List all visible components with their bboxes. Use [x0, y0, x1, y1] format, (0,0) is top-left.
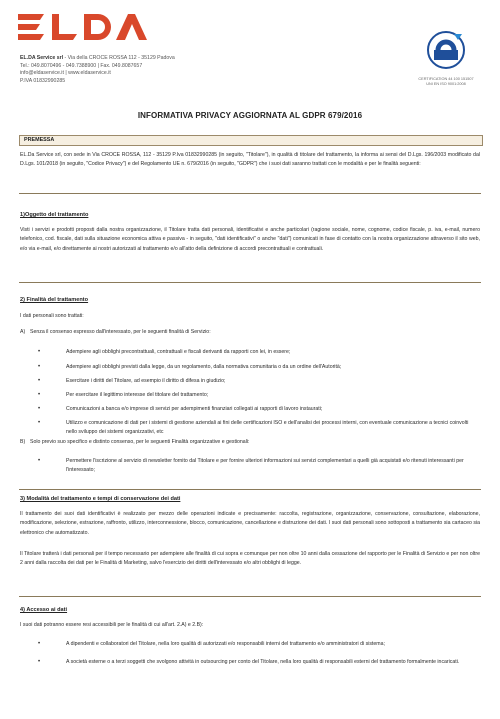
section-4-intro: I suoi dati potranno essere resi accessibili per le finalità di cui all'art. 2.A) e 2.B):: [20, 622, 204, 628]
section-3-heading: 3) Modalità del trattamento e tempi di conservazione dei dati: [20, 496, 181, 502]
list-item: [38, 457, 480, 476]
list-item: [38, 419, 480, 438]
divider: [19, 193, 481, 194]
list-item: [38, 377, 480, 386]
list-a-text: Senza il consenso espresso dall'interessato, per le seguenti finalità di Servizio:: [30, 329, 211, 335]
certification-seal-icon: [424, 28, 468, 72]
bullet-icon: •: [38, 406, 41, 412]
divider: [19, 596, 481, 597]
company-piva: P.IVA 01832990285: [20, 77, 66, 84]
list-item: [38, 391, 480, 400]
list-item-text: Per esercitare il legittimo interesse del titolare del trattamento;: [66, 392, 209, 398]
cert-line-1: CERTIFICATION 44 100 151507: [418, 77, 474, 81]
company-web: info@eldaservice.it | www.eldaservice.it: [20, 70, 111, 77]
list-item: [38, 658, 480, 667]
certification-block: [418, 28, 474, 87]
company-address: - Via della CROCE ROSSA 112 - 35129 Padova: [63, 55, 175, 61]
bullet-icon: •: [38, 349, 41, 355]
section-2-heading: 2) Finalità del trattamento: [20, 297, 89, 303]
list-item-text: Comunicazioni a banca e/o imprese di servizi per adempimenti finanziari collegati ai rapporti di lavoro instaurati;: [66, 406, 323, 412]
list-item-text: Esercitare i diritti del Titolare, ad esempio il diritto di difesa in giudizio;: [66, 378, 226, 384]
premessa-text: EL.Da Service srl, con sede in Via CROCE ROSSA, 112 - 35129 P.Iva 01832990285 (in seguito, "Titolare"), in qualità di titolare del trattamento, la informa ai sensi del D.Lgs. 196/2003 modificato dal D.Lgs. 101/2018 (in seguito, "Codice Privacy") e del Regolamento UE n. 679/2016 (in seguito, "GDPR") che i suoi dati saranno trattati con le modalità e per le finalità seguenti:: [20, 152, 480, 168]
bullet-icon: •: [38, 641, 41, 647]
list-item: [38, 640, 480, 649]
bullet-icon: •: [38, 420, 41, 426]
list-item: [38, 405, 480, 414]
list-item-text: A società esterne o a terzi soggetti che svolgono attività in outsourcing per conto del Titolare, nella loro qualità di responsabili esterni del trattamento formalmente incaricati.: [66, 659, 460, 665]
section-1-text: Visti i servizi e prodotti proposti dalla nostra organizzazione, il Titolare tratta dati personali, identificativi e anche particolari (ragione sociale, nome, cognome, codice fiscale, p. iva, e-mail, numero telefonico, cod. fiscale, dati sulla situazione economica attiva e passiva - in seguito, "dati identificativi" o anche "dati") comunicati in fase di contatto con la nostra organizzazione attraverso il sito web, e/o via e-mail, e/o direttamente ai nostri autorizzati al trattamento e/o all'atto della definizione di accordi precontrattuali e contrattuali.: [20, 227, 480, 252]
list-item-text: Utilizzo e comunicazione di dati per i sistemi di gestione aziendali ai fini delle certificazioni ISO e dell'analisi dei processi interni, con eventuale comunicazione a tecnici coinvolti nello sviluppo dei sistemi organizzativi, etc: [66, 420, 469, 436]
section-2-intro: I dati personali sono trattati:: [20, 313, 84, 319]
bullet-icon: •: [38, 392, 41, 398]
premessa-heading-bar: [19, 135, 483, 146]
bullet-icon: •: [38, 364, 41, 370]
list-a-label: A): [20, 329, 26, 335]
list-item-text: A dipendenti e collaboratori del Titolare, nella loro qualità di autorizzati e/o responsabili interni del trattamento e/o amministratori di sistema;: [66, 641, 385, 647]
list-item-text: Adempiere agli obblighi precontrattuali, contrattuali e fiscali derivanti da rapporti con lei, in essere;: [66, 349, 291, 355]
letterhead: [0, 0, 500, 100]
company-info: [20, 55, 175, 85]
list-item-text: Adempiere agli obblighi previsti dalla legge, da un regolamento, dalla normativa comunitaria o da un ordine dell'Autorità;: [66, 364, 342, 370]
list-item-text: Permettere l'iscrizione al servizio di newsletter fornito dal Titolare e per fornire ulteriori informazioni sui servizi complementari a quelli già acquistati e/o ritenuti interessanti per l'interessato;: [66, 458, 464, 474]
divider: [19, 489, 481, 490]
section-4-heading: 4) Accesso ai dati: [20, 607, 68, 613]
bullet-icon: •: [38, 378, 41, 384]
company-logo: [12, 8, 162, 53]
cert-line-2: UNI EN ISO 9001:2008: [426, 82, 466, 86]
list-item: [38, 363, 480, 372]
company-name: EL.DA Service srl: [20, 55, 64, 61]
section-3-paragraph-1: Il trattamento dei suoi dati identificativi è realizzato per mezzo delle operazioni indicate e precisamente: raccolta, registrazione, organizzazione, conservazione, consultazione, elaborazione, modificazione, selezione, estrazione, raffronto, utilizzo, interconnessione, blocco, comunicazione, cancellazione e distruzione dei dati. I suoi dati personali sono sottoposti a trattamento sia cartaceo sia elettronico che automatizzato.: [20, 511, 480, 536]
company-line-1: [20, 55, 175, 63]
list-b-text: Solo previo suo specifico e distinto consenso, per le seguenti Finalità organizzative e gestionali:: [30, 439, 250, 445]
bullet-icon: •: [38, 458, 41, 464]
section-3-paragraph-2: Il Titolare tratterà i dati personali per il tempo necessario per adempiere alle finalità di cui sopra e comunque per non oltre 10 anni dalla cessazione del rapporto per le Finalità di Servizio e per non oltre 2 anni dalla raccolta dei dati per le Finalità di Marketing, salvo l'esercizio dei diritti dell'interessato e/o altri obblighi di legge.: [20, 551, 480, 567]
logo-text: ELDA: [12, 8, 15, 9]
premessa-heading: PREMESSA: [24, 137, 55, 143]
list-b-label: B): [20, 439, 26, 445]
document-title: INFORMATIVA PRIVACY AGGIORNATA AL GDPR 679/2016: [137, 111, 363, 120]
section-1-heading: 1)Oggetto del trattamento: [20, 212, 89, 218]
list-item: [38, 348, 480, 357]
bullet-icon: •: [38, 659, 41, 665]
company-phone: Tel.: 049.8070496 - 049.7388900 | Fax. 049.8087657: [20, 62, 143, 69]
divider: [19, 282, 481, 283]
